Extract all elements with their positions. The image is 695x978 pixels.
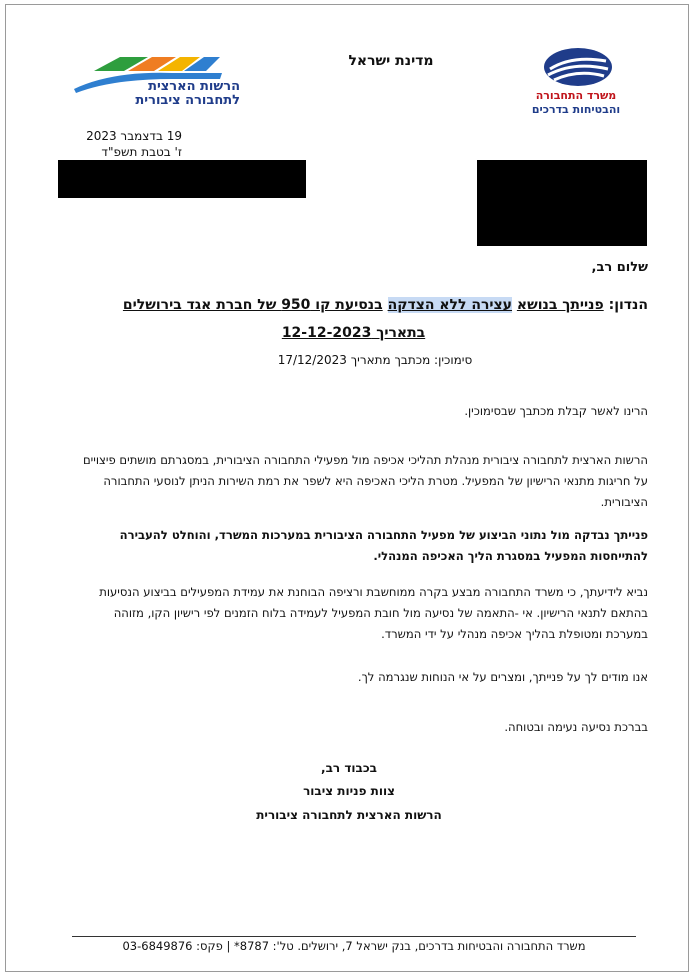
ministry-name-line2: והבטיחות בדרכים xyxy=(531,103,621,116)
greeting: שלום רב, xyxy=(591,260,648,275)
subject-prefix: הנדון: xyxy=(608,297,648,313)
paragraph-receipt: הרינו לאשר קבלת מכתבך שבסימוכין. xyxy=(464,404,648,418)
hebrew-date: ז' בטבת תשפ"ד xyxy=(101,145,182,159)
paragraph-decision: פנייתך נבדקה מול נתוני הביצוע של מפעיל התחבורה הציבורית במערכות המשרד, והוחלט להעבירה להתייחסות המפעיל במסגרת הליך האכיפה המנהלי. xyxy=(119,528,648,563)
subject-line xyxy=(76,297,648,313)
subject-part1: פנייתך בנושא xyxy=(516,297,604,313)
ministry-name-line1: משרד התחבורה xyxy=(535,89,617,102)
footer-divider xyxy=(72,936,636,937)
subject-highlight: עצירה ללא הצדקה xyxy=(387,297,513,313)
reference-line: סימוכין: מכתבך מתאריך 17/12/2023 xyxy=(277,353,473,367)
gregorian-date: 19 בדצמבר 2023 xyxy=(86,129,182,143)
redacted-block-right xyxy=(477,160,647,246)
redacted-block-left xyxy=(58,160,306,198)
authority-name-line2: לתחבורה ציבורית xyxy=(135,93,240,108)
paragraph-thanks: אנו מודים לך על פנייתך, ומצרים על אי הנוחות שנגרמה לך. xyxy=(357,670,648,684)
paragraph-closing: בברכת נסיעה נעימה ובטוחה. xyxy=(504,720,648,734)
state-of-israel-title: מדינת ישראל xyxy=(348,53,434,69)
paragraph-enforcement: הרשות הארצית לתחבורה ציבורית מנהלת תהליכי אכיפה מול מפעילי התחבורה הציבורית, במסגרתם מושתים פיצויים על חריגות מתנאי הרישיון של המפעיל. מטרת הליכי האכיפה היא לשפר את רמת השירות הניתן לנוסעי התחבורה הציבורית. xyxy=(82,453,648,509)
paragraph-monitoring: נביא לידיעתך, כי משרד התחבורה מבצע בקרה ממוחשבת ורציפה הבוחנת את עמידת המפעילים בביצוע הנסיעות בהתאם לתנאי הרישיון. אי -התאמה של נסיעה מול חובת המפעיל לעמידה בלוח הזמנים לפי רישיון הקו, מזוהה במערכת ומטופלת בהליך אכיפה מנהלי על ידי המשרד. xyxy=(99,585,648,641)
letter-page xyxy=(5,4,689,972)
subject-part2: בנסיעת קו 950 של חברת אגד בירושלים xyxy=(122,297,383,313)
signature-team: צוות פניות ציבור xyxy=(303,784,395,798)
authority-name-line1: הרשות הארצית xyxy=(148,79,240,94)
signature-authority: הרשות הארצית לתחבורה ציבורית xyxy=(256,808,442,822)
footer-contact: משרד התחבורה והבטיחות בדרכים, בנק ישראל 7, ירושלים. טל': 8787* | פקס: 03-6849876 xyxy=(122,939,586,953)
signature-regards: בכבוד רב, xyxy=(321,761,377,775)
subject-date-line: בתאריך 12-12-2023 xyxy=(281,325,426,341)
